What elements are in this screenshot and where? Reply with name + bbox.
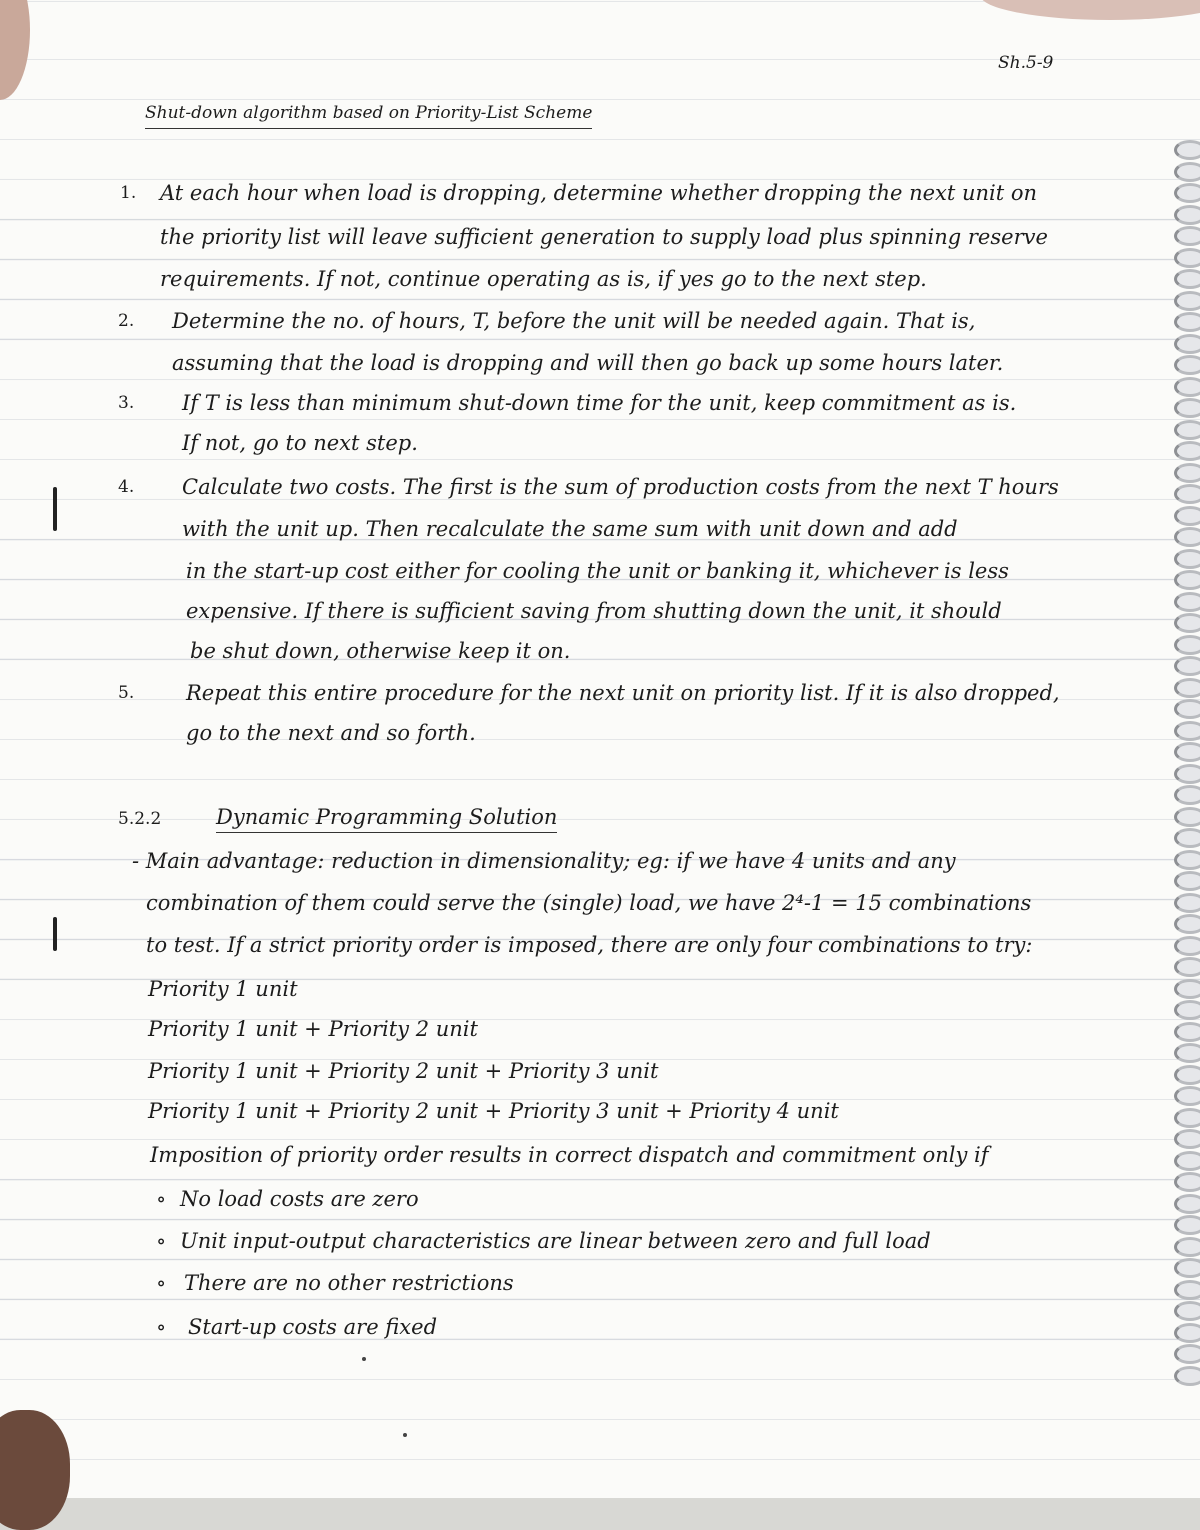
spiral-ring [1174, 785, 1200, 805]
spiral-ring [1174, 1129, 1200, 1149]
condition-item: There are no other restrictions [184, 1271, 514, 1295]
condition-item: Unit input-output characteristics are linear between zero and full load [180, 1229, 931, 1253]
spiral-ring [1174, 1215, 1200, 1235]
spiral-ring [1174, 1151, 1200, 1171]
spiral-ring [1174, 269, 1200, 289]
condition-bullet: ∘ [156, 1229, 167, 1253]
spiral-ring [1174, 527, 1200, 547]
step-3-number: 3. [118, 393, 135, 413]
step-5-line: Repeat this entire procedure for the next unit on priority list. If it is also dropped, [186, 681, 1060, 705]
condition-bullet: ∘ [156, 1271, 167, 1295]
pen-dot [362, 1357, 366, 1361]
thumb-bottom-left [0, 1410, 70, 1530]
spiral-ring [1174, 936, 1200, 956]
spiral-ring [1174, 871, 1200, 891]
priority-combination: Priority 1 unit + Priority 2 unit [148, 1017, 478, 1041]
spiral-ring [1174, 226, 1200, 246]
step-2-line: assuming that the load is dropping and will then go back up some hours later. [172, 351, 1004, 375]
pen-dot [403, 1433, 407, 1437]
spiral-ring [1174, 635, 1200, 655]
step-3-line: If T is less than minimum shut-down time for the unit, keep commitment as is. [182, 391, 1017, 415]
spiral-binding [1176, 140, 1200, 1400]
spiral-ring [1174, 699, 1200, 719]
step-4-line: in the start-up cost either for cooling the unit or banking it, whichever is less [186, 559, 1009, 583]
spiral-ring [1174, 1065, 1200, 1085]
spiral-ring [1174, 398, 1200, 418]
spiral-ring [1174, 613, 1200, 633]
step-1-line: the priority list will leave sufficient generation to supply load plus spinning reserve [160, 225, 1048, 249]
step-1-line: requirements. If not, continue operating as is, if yes go to the next step. [160, 267, 927, 291]
spiral-ring [1174, 1086, 1200, 1106]
spiral-ring [1174, 1323, 1200, 1343]
step-5-line: go to the next and so forth. [186, 721, 476, 745]
priority-combination: Priority 1 unit [148, 977, 298, 1001]
step-2-number: 2. [118, 311, 135, 331]
condition-bullet: ∘ [156, 1315, 167, 1339]
spiral-ring [1174, 162, 1200, 182]
margin-mark [53, 917, 57, 951]
spiral-ring [1174, 1000, 1200, 1020]
dp-line: Imposition of priority order results in correct dispatch and commitment only if [150, 1143, 989, 1167]
spiral-ring [1174, 742, 1200, 762]
spiral-ring [1174, 764, 1200, 784]
thumb-top-left [0, 0, 30, 100]
step-3-line: If not, go to next step. [182, 431, 418, 455]
spiral-ring [1174, 1172, 1200, 1192]
spiral-ring [1174, 979, 1200, 999]
spiral-ring [1174, 1194, 1200, 1214]
spiral-ring [1174, 1043, 1200, 1063]
spiral-ring [1174, 420, 1200, 440]
spiral-ring [1174, 506, 1200, 526]
dp-line: - Main advantage: reduction in dimensionality; eg: if we have 4 units and any [132, 849, 956, 873]
step-4-line: be shut down, otherwise keep it on. [190, 639, 571, 663]
spiral-ring [1174, 1280, 1200, 1300]
spiral-ring [1174, 914, 1200, 934]
spiral-ring [1174, 957, 1200, 977]
margin-mark [53, 487, 57, 531]
spiral-ring [1174, 570, 1200, 590]
spiral-ring [1174, 248, 1200, 268]
spiral-ring [1174, 1258, 1200, 1278]
spiral-ring [1174, 1108, 1200, 1128]
step-1-line: At each hour when load is dropping, determine whether dropping the next unit on [160, 181, 1038, 205]
spiral-ring [1174, 1366, 1200, 1386]
page-heading: Shut-down algorithm based on Priority-List Scheme [145, 100, 592, 129]
priority-combination: Priority 1 unit + Priority 2 unit + Priority 3 unit [148, 1059, 659, 1083]
finger-shadow-top [980, 0, 1200, 20]
spiral-ring [1174, 377, 1200, 397]
spiral-ring [1174, 893, 1200, 913]
condition-item: Start-up costs are fixed [188, 1315, 438, 1339]
spiral-ring [1174, 850, 1200, 870]
spiral-ring [1174, 441, 1200, 461]
spiral-ring [1174, 678, 1200, 698]
step-2-line: Determine the no. of hours, T, before the unit will be needed again. That is, [172, 309, 976, 333]
spiral-ring [1174, 183, 1200, 203]
section-title: Dynamic Programming Solution [216, 804, 557, 833]
spiral-ring [1174, 807, 1200, 827]
spiral-ring [1174, 334, 1200, 354]
spiral-ring [1174, 484, 1200, 504]
spiral-ring [1174, 1301, 1200, 1321]
step-5-number: 5. [118, 683, 135, 703]
spiral-ring [1174, 592, 1200, 612]
step-1-number: 1. [120, 183, 137, 203]
dp-line: to test. If a strict priority order is imposed, there are only four combinations to try: [146, 933, 1033, 957]
spiral-ring [1174, 140, 1200, 160]
condition-item: No load costs are zero [180, 1187, 419, 1211]
step-4-line: Calculate two costs. The first is the sum of production costs from the next T hours [182, 475, 1059, 499]
spiral-ring [1174, 312, 1200, 332]
step-4-number: 4. [118, 477, 135, 497]
spiral-ring [1174, 205, 1200, 225]
step-4-line: with the unit up. Then recalculate the same sum with unit down and add [182, 517, 958, 541]
spiral-ring [1174, 721, 1200, 741]
priority-combination: Priority 1 unit + Priority 2 unit + Priority 3 unit + Priority 4 unit [148, 1099, 839, 1123]
spiral-ring [1174, 656, 1200, 676]
page-reference: Sh.5-9 [998, 53, 1054, 73]
spiral-ring [1174, 1237, 1200, 1257]
section-number: 5.2.2 [118, 809, 162, 829]
condition-bullet: ∘ [156, 1187, 167, 1211]
spiral-ring [1174, 549, 1200, 569]
spiral-ring [1174, 463, 1200, 483]
spiral-ring [1174, 355, 1200, 375]
step-4-line: expensive. If there is sufficient saving from shutting down the unit, it should [186, 599, 1002, 623]
spiral-ring [1174, 1344, 1200, 1364]
spiral-ring [1174, 1022, 1200, 1042]
spiral-ring [1174, 291, 1200, 311]
spiral-ring [1174, 828, 1200, 848]
dp-line: combination of them could serve the (single) load, we have 2⁴-1 = 15 combinations [146, 891, 1032, 915]
